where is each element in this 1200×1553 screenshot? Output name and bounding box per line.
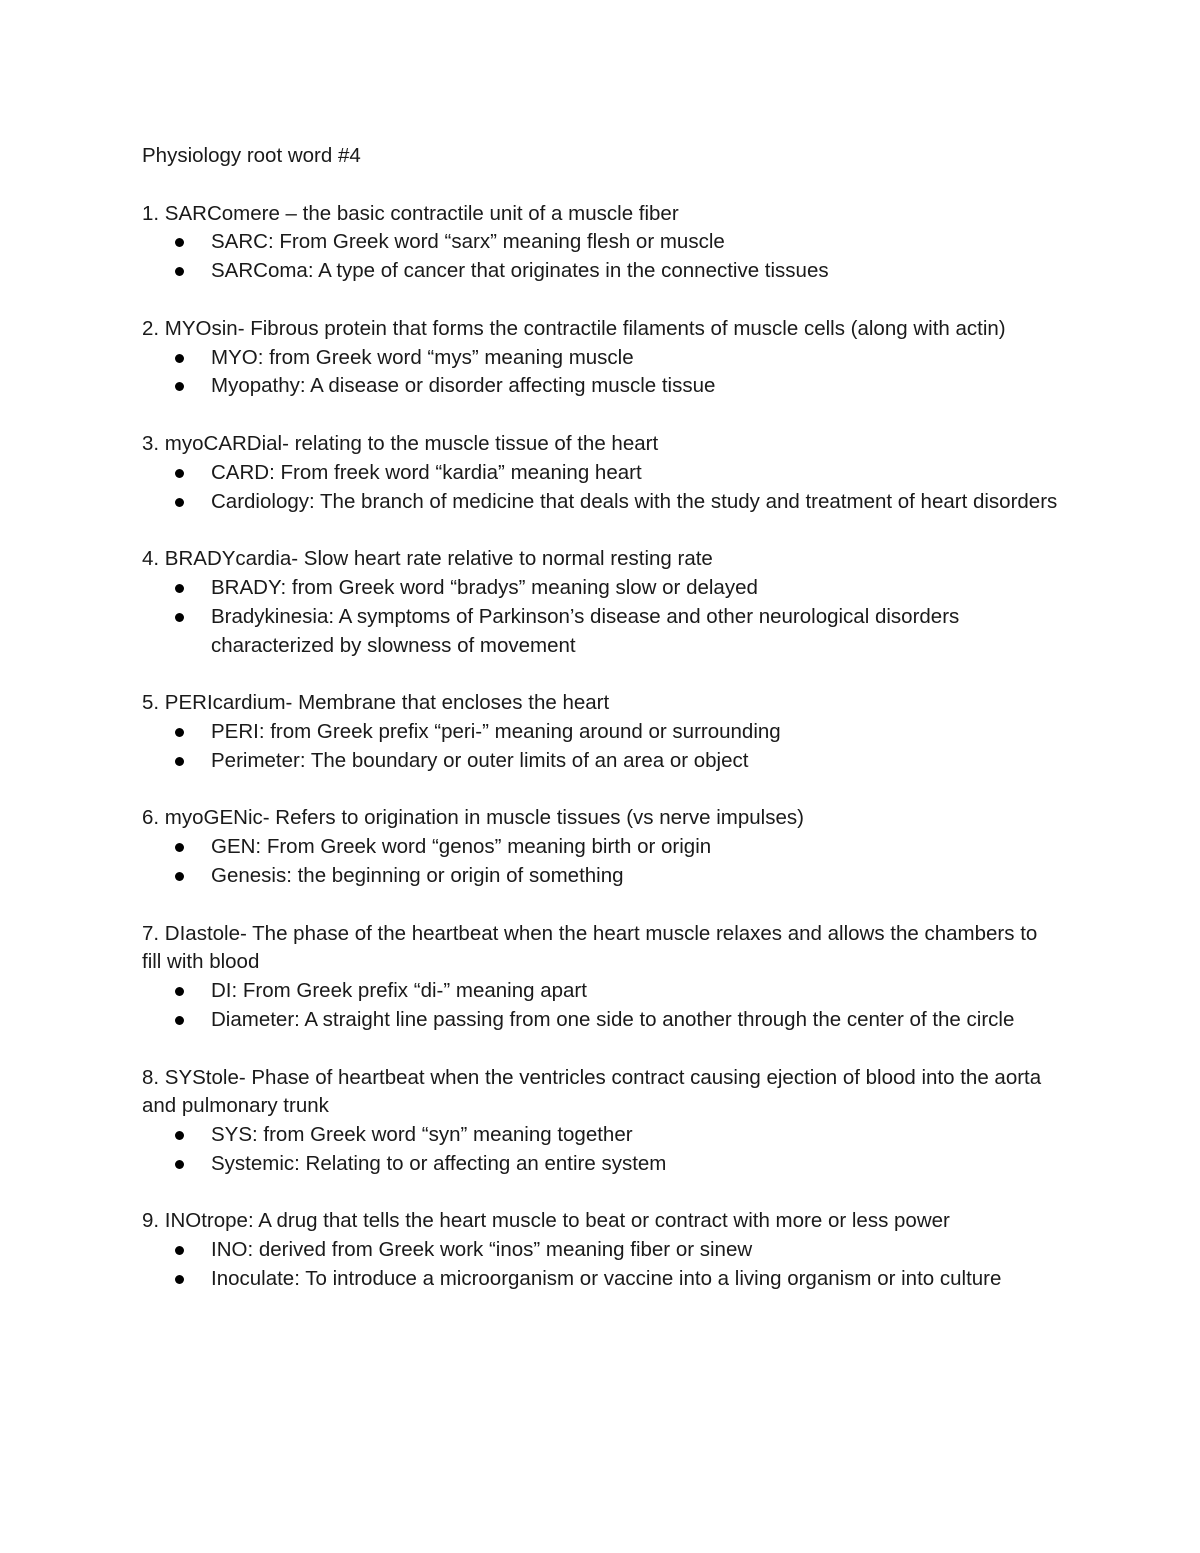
bullet-list [142, 833, 1062, 891]
bullet-text: Genesis: the beginning or origin of something [211, 863, 624, 887]
bullet-text: Myopathy: A disease or disorder affecting muscle tissue [211, 374, 716, 398]
term-section [142, 200, 1062, 286]
bullet-icon [175, 469, 184, 478]
term-section [142, 1064, 1062, 1179]
bullet-icon [175, 1275, 184, 1284]
document-title: Physiology root word #4 [142, 144, 361, 167]
bullet-list [142, 977, 1062, 1035]
bullet-text: Systemic: Relating to or affecting an entire system [211, 1151, 667, 1175]
list-item [142, 228, 1062, 257]
bullet-icon [175, 584, 184, 593]
bullet-icon [175, 757, 184, 766]
term-list-container [142, 200, 1062, 1294]
list-item [142, 1121, 1062, 1150]
bullet-icon [175, 238, 184, 247]
list-item [142, 747, 1062, 776]
term-section [142, 689, 1062, 775]
term-section [142, 545, 1062, 660]
bullet-list [142, 574, 1062, 660]
bullet-icon [175, 267, 184, 276]
list-item [142, 257, 1062, 286]
term-section [142, 804, 1062, 890]
term-section [142, 430, 1062, 516]
term-section [142, 1207, 1062, 1293]
list-item [142, 1006, 1062, 1035]
bullet-icon [175, 987, 184, 996]
bullet-icon [175, 613, 184, 622]
bullet-text: PERI: from Greek prefix “peri-” meaning around or surrounding [211, 719, 781, 743]
bullet-icon [175, 1160, 184, 1169]
bullet-icon [175, 1016, 184, 1025]
term-heading: 9. INOtrope: A drug that tells the heart muscle to beat or contract with more or less power [142, 1209, 950, 1233]
list-item [142, 1265, 1062, 1294]
bullet-list [142, 1121, 1062, 1179]
bullet-text: INO: derived from Greek work “inos” meaning fiber or sinew [211, 1238, 753, 1262]
bullet-text: GEN: From Greek word “genos” meaning birth or origin [211, 835, 712, 859]
list-item [142, 372, 1062, 401]
list-item [142, 1236, 1062, 1265]
bullet-list [142, 344, 1062, 402]
list-item [142, 833, 1062, 862]
bullet-text: SARComa: A type of cancer that originates in the connective tissues [211, 259, 829, 283]
list-item [142, 862, 1062, 891]
bullet-icon [175, 382, 184, 391]
term-section [142, 920, 1062, 1035]
bullet-icon [175, 354, 184, 363]
document-page [142, 142, 1062, 1323]
term-heading: 3. myoCARDial- relating to the muscle tissue of the heart [142, 431, 659, 455]
term-heading: 7. DIastole- The phase of the heartbeat when the heart muscle relaxes and allows the chambers to fill with blood [142, 921, 1038, 974]
list-item [142, 488, 1062, 517]
bullet-icon [175, 1246, 184, 1255]
term-heading: 2. MYOsin- Fibrous protein that forms the contractile filaments of muscle cells (along with actin) [142, 316, 1006, 340]
bullet-list [142, 459, 1062, 517]
bullet-text: Cardiology: The branch of medicine that deals with the study and treatment of heart disorders [211, 489, 1058, 513]
bullet-text: Inoculate: To introduce a microorganism or vaccine into a living organism or into culture [211, 1267, 1002, 1291]
list-item [142, 459, 1062, 488]
bullet-text: SYS: from Greek word “syn” meaning together [211, 1123, 633, 1147]
bullet-text: Diameter: A straight line passing from one side to another through the center of the circle [211, 1007, 1015, 1031]
list-item [142, 977, 1062, 1006]
term-heading: 4. BRADYcardia- Slow heart rate relative to normal resting rate [142, 547, 713, 571]
bullet-icon [175, 498, 184, 507]
term-heading: 1. SARComere – the basic contractile unit of a muscle fiber [142, 201, 679, 225]
list-item [142, 344, 1062, 373]
bullet-list [142, 228, 1062, 286]
bullet-list [142, 1236, 1062, 1294]
bullet-icon [175, 843, 184, 852]
bullet-text: Bradykinesia: A symptoms of Parkinson’s disease and other neurological disorders characterized by slowness of movement [211, 604, 960, 657]
bullet-icon [175, 728, 184, 737]
bullet-text: BRADY: from Greek word “bradys” meaning slow or delayed [211, 575, 758, 599]
bullet-icon [175, 1131, 184, 1140]
bullet-text: Perimeter: The boundary or outer limits of an area or object [211, 748, 749, 772]
list-item [142, 718, 1062, 747]
bullet-text: DI: From Greek prefix “di-” meaning apart [211, 979, 587, 1003]
bullet-icon [175, 872, 184, 881]
bullet-list [142, 718, 1062, 776]
bullet-text: SARC: From Greek word “sarx” meaning flesh or muscle [211, 230, 725, 254]
list-item [142, 603, 1062, 661]
term-section [142, 315, 1062, 401]
term-heading: 8. SYStole- Phase of heartbeat when the ventricles contract causing ejection of blood into the aorta and pulmonary trunk [142, 1065, 1042, 1118]
list-item [142, 574, 1062, 603]
term-heading: 5. PERIcardium- Membrane that encloses the heart [142, 691, 610, 715]
bullet-text: MYO: from Greek word “mys” meaning muscle [211, 345, 634, 369]
bullet-text: CARD: From freek word “kardia” meaning heart [211, 460, 642, 484]
list-item [142, 1150, 1062, 1179]
term-heading: 6. myoGENic- Refers to origination in muscle tissues (vs nerve impulses) [142, 806, 804, 830]
